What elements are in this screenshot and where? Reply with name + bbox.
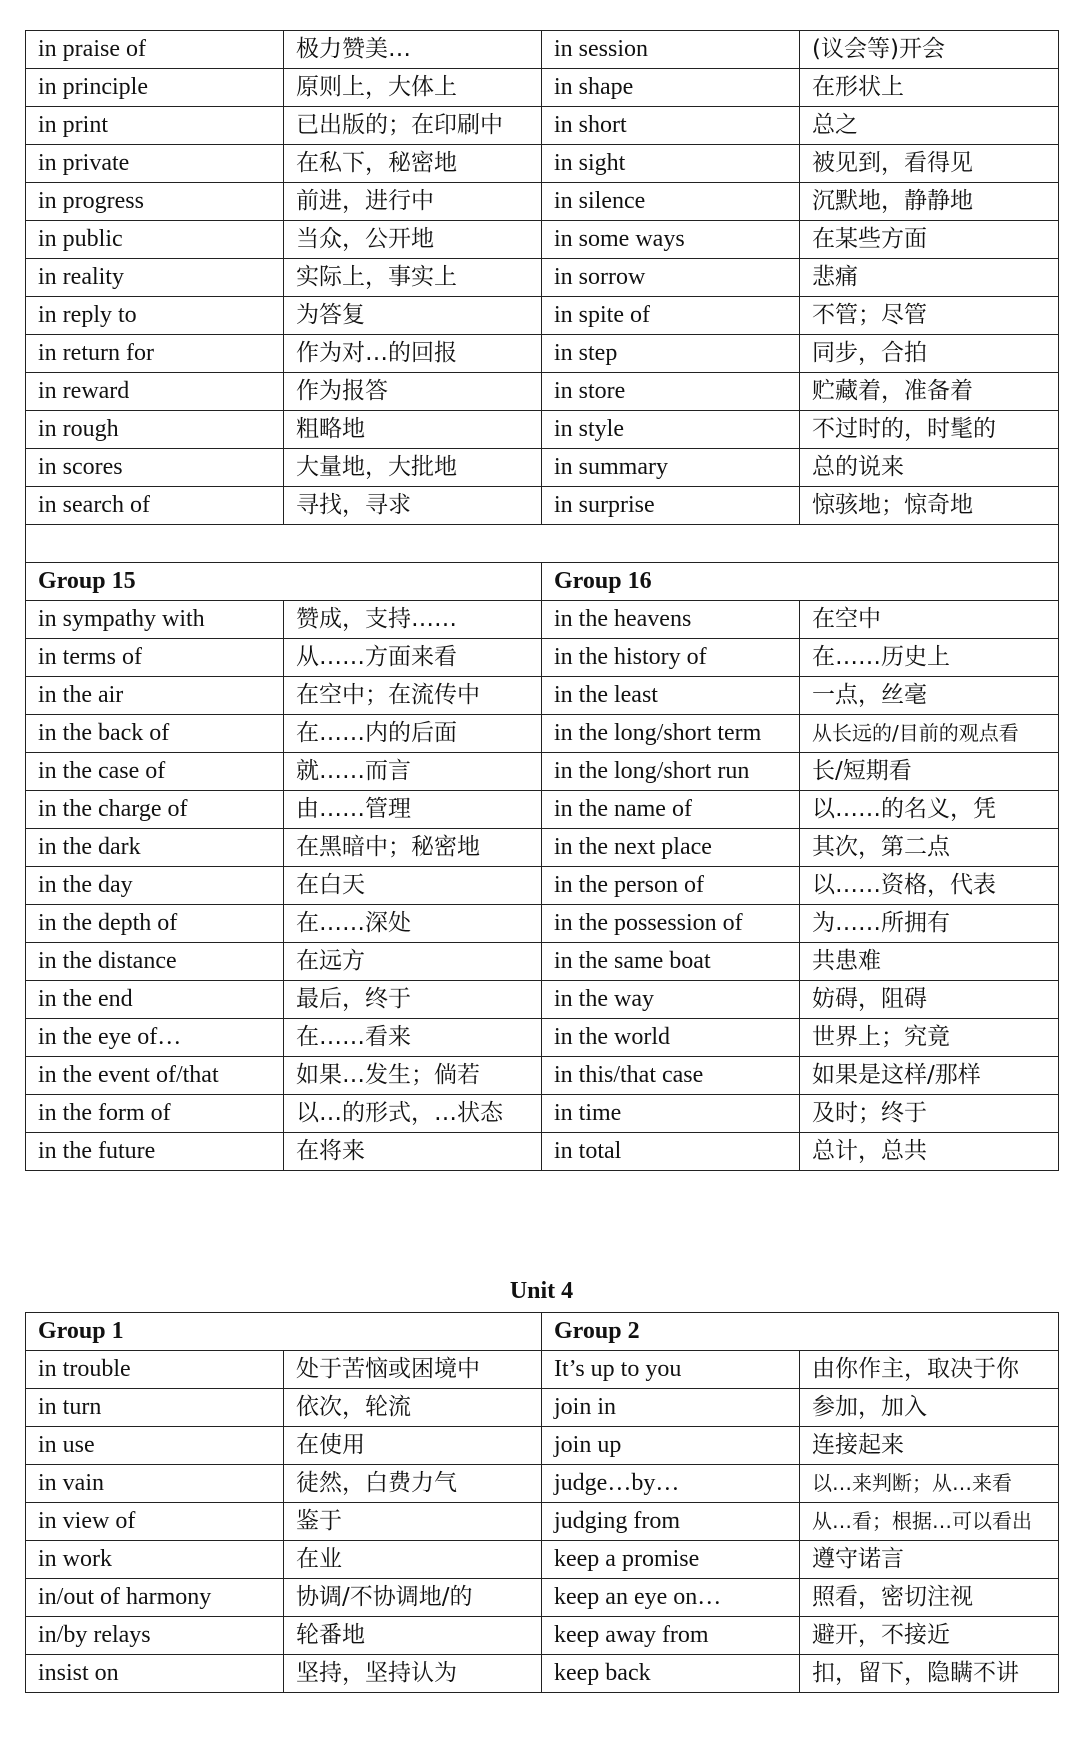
phrase-en-left: in reality — [26, 259, 284, 297]
meaning-zh-right: 参加，加入 — [800, 1389, 1059, 1427]
meaning-zh-left: 在白天 — [284, 867, 542, 905]
phrase-en-left: in the distance — [26, 943, 284, 981]
meaning-zh-left: 在远方 — [284, 943, 542, 981]
meaning-zh-right: 总的说来 — [800, 449, 1059, 487]
table-row — [26, 639, 1059, 677]
table-row — [26, 1579, 1059, 1617]
table-row — [26, 1351, 1059, 1389]
table-row — [26, 1655, 1059, 1693]
phrase-en-right: in the way — [542, 981, 800, 1019]
phrase-en-left: in return for — [26, 335, 284, 373]
meaning-zh-left: 在将来 — [284, 1133, 542, 1171]
meaning-zh-left: 在空中；在流传中 — [284, 677, 542, 715]
phrase-en-right: in sight — [542, 145, 800, 183]
phrase-en-left: in rough — [26, 411, 284, 449]
phrase-en-right: in this/that case — [542, 1057, 800, 1095]
phrase-en-left: in progress — [26, 183, 284, 221]
phrase-en-left: in vain — [26, 1465, 284, 1503]
meaning-zh-left: 大量地，大批地 — [284, 449, 542, 487]
table-section-a — [26, 31, 1059, 525]
meaning-zh-left: 为答复 — [284, 297, 542, 335]
phrase-en-left: in/out of harmony — [26, 1579, 284, 1617]
group-header-left: Group 1 — [26, 1313, 542, 1351]
meaning-zh-right: 共患难 — [800, 943, 1059, 981]
phrase-en-left: insist on — [26, 1655, 284, 1693]
table-row — [26, 1389, 1059, 1427]
phrase-en-left: in view of — [26, 1503, 284, 1541]
table-row — [26, 1095, 1059, 1133]
meaning-zh-right: 连接起来 — [800, 1427, 1059, 1465]
meaning-zh-right: 沉默地，静静地 — [800, 183, 1059, 221]
meaning-zh-right: 及时；终于 — [800, 1095, 1059, 1133]
phrase-en-right: It’s up to you — [542, 1351, 800, 1389]
phrase-en-left: in turn — [26, 1389, 284, 1427]
phrase-en-right: in silence — [542, 183, 800, 221]
phrase-en-right: in some ways — [542, 221, 800, 259]
meaning-zh-left: 作为对…的回报 — [284, 335, 542, 373]
table-row — [26, 31, 1059, 69]
meaning-zh-right: 其次，第二点 — [800, 829, 1059, 867]
phrase-en-right: in the heavens — [542, 601, 800, 639]
table-row — [26, 677, 1059, 715]
meaning-zh-left: 在黑暗中；秘密地 — [284, 829, 542, 867]
table-row — [26, 373, 1059, 411]
phrase-en-left: in the back of — [26, 715, 284, 753]
phrase-en-left: in the eye of… — [26, 1019, 284, 1057]
phrase-en-right: in store — [542, 373, 800, 411]
meaning-zh-left: 如果…发生；倘若 — [284, 1057, 542, 1095]
meaning-zh-left: 在业 — [284, 1541, 542, 1579]
meaning-zh-right: 同步，合拍 — [800, 335, 1059, 373]
phrase-en-left: in principle — [26, 69, 284, 107]
meaning-zh-left: 赞成，支持…… — [284, 601, 542, 639]
phrase-en-left: in print — [26, 107, 284, 145]
table-row — [26, 1617, 1059, 1655]
meaning-zh-right: 以……的名义，凭 — [800, 791, 1059, 829]
phrase-en-left: in the end — [26, 981, 284, 1019]
table-row — [26, 829, 1059, 867]
meaning-zh-right: 照看，密切注视 — [800, 1579, 1059, 1617]
meaning-zh-left: 坚持，坚持认为 — [284, 1655, 542, 1693]
phrase-en-left: in trouble — [26, 1351, 284, 1389]
unit-title: Unit 4 — [509, 1278, 574, 1304]
meaning-zh-left: 在使用 — [284, 1427, 542, 1465]
meaning-zh-right: 不过时的，时髦的 — [800, 411, 1059, 449]
table-row — [26, 69, 1059, 107]
phrase-en-left: in public — [26, 221, 284, 259]
meaning-zh-right: 避开，不接近 — [800, 1617, 1059, 1655]
table-row — [26, 449, 1059, 487]
table-row — [26, 1427, 1059, 1465]
phrase-en-left: in the charge of — [26, 791, 284, 829]
meaning-zh-right: 在某些方面 — [800, 221, 1059, 259]
group-header-section — [26, 1313, 1059, 1351]
phrase-en-right: join in — [542, 1389, 800, 1427]
meaning-zh-left: 徒然，白费力气 — [284, 1465, 542, 1503]
table-row — [26, 183, 1059, 221]
phrase-en-right: in style — [542, 411, 800, 449]
blank-separator — [26, 525, 1059, 563]
phrase-en-left: in sympathy with — [26, 601, 284, 639]
phrase-en-left: in the depth of — [26, 905, 284, 943]
meaning-zh-right: 扣，留下，隐瞒不讲 — [800, 1655, 1059, 1693]
meaning-zh-left: 依次，轮流 — [284, 1389, 542, 1427]
meaning-zh-right: 总之 — [800, 107, 1059, 145]
phrase-en-right: in total — [542, 1133, 800, 1171]
meaning-zh-left: 极力赞美… — [284, 31, 542, 69]
meaning-zh-right: 悲痛 — [800, 259, 1059, 297]
meaning-zh-left: 实际上，事实上 — [284, 259, 542, 297]
table-row — [26, 1133, 1059, 1171]
phrase-en-right: join up — [542, 1427, 800, 1465]
meaning-zh-right: 以…来判断；从…来看 — [800, 1465, 1059, 1503]
phrase-en-right: keep back — [542, 1655, 800, 1693]
meaning-zh-left: 粗略地 — [284, 411, 542, 449]
meaning-zh-left: 作为报答 — [284, 373, 542, 411]
meaning-zh-right: 被见到，看得见 — [800, 145, 1059, 183]
phrase-en-right: in the world — [542, 1019, 800, 1057]
phrase-en-right: keep a promise — [542, 1541, 800, 1579]
phrase-en-right: in the long/short run — [542, 753, 800, 791]
table-section-b — [26, 601, 1059, 1171]
meaning-zh-right: 妨碍，阻碍 — [800, 981, 1059, 1019]
meaning-zh-right: 总计，总共 — [800, 1133, 1059, 1171]
phrase-en-right: in session — [542, 31, 800, 69]
phrase-en-right: in the possession of — [542, 905, 800, 943]
meaning-zh-right: 从…看；根据…可以看出 — [800, 1503, 1059, 1541]
phrase-en-left: in search of — [26, 487, 284, 525]
meaning-zh-right: 长/短期看 — [800, 753, 1059, 791]
phrase-en-right: in the name of — [542, 791, 800, 829]
phrase-en-left: in reward — [26, 373, 284, 411]
phrase-en-left: in terms of — [26, 639, 284, 677]
phrase-en-left: in the event of/that — [26, 1057, 284, 1095]
meaning-zh-left: 以…的形式，…状态 — [284, 1095, 542, 1133]
meaning-zh-right: 惊骇地；惊奇地 — [800, 487, 1059, 525]
phrase-en-left: in/by relays — [26, 1617, 284, 1655]
meaning-zh-right: 在……历史上 — [800, 639, 1059, 677]
table-row — [26, 1019, 1059, 1057]
phrase-en-right: in time — [542, 1095, 800, 1133]
meaning-zh-left: 已出版的；在印刷中 — [284, 107, 542, 145]
table-row — [26, 221, 1059, 259]
meaning-zh-left: 由……管理 — [284, 791, 542, 829]
meaning-zh-left: 在……深处 — [284, 905, 542, 943]
table-row — [26, 943, 1059, 981]
phrase-en-left: in reply to — [26, 297, 284, 335]
table-row — [26, 335, 1059, 373]
phrase-en-right: in the long/short term — [542, 715, 800, 753]
meaning-zh-left: 轮番地 — [284, 1617, 542, 1655]
meaning-zh-right: 一点，丝毫 — [800, 677, 1059, 715]
meaning-zh-left: 当众，公开地 — [284, 221, 542, 259]
phrase-en-right: in the next place — [542, 829, 800, 867]
table-row — [26, 753, 1059, 791]
meaning-zh-right: 遵守诺言 — [800, 1541, 1059, 1579]
phrase-en-right: in shape — [542, 69, 800, 107]
blank-row — [26, 525, 1059, 563]
meaning-zh-left: 在……看来 — [284, 1019, 542, 1057]
phrase-en-right: keep an eye on… — [542, 1579, 800, 1617]
phrase-en-right: in step — [542, 335, 800, 373]
meaning-zh-right: 如果是这样/那样 — [800, 1057, 1059, 1095]
meaning-zh-right: 以……资格，代表 — [800, 867, 1059, 905]
table-row — [26, 487, 1059, 525]
meaning-zh-right: 由你作主，取决于你 — [800, 1351, 1059, 1389]
group-header-left: Group 15 — [26, 563, 542, 601]
phrase-en-right: in the same boat — [542, 943, 800, 981]
meaning-zh-right: 为……所拥有 — [800, 905, 1059, 943]
meaning-zh-right: 不管；尽管 — [800, 297, 1059, 335]
phrase-en-right: in short — [542, 107, 800, 145]
phrase-en-left: in the form of — [26, 1095, 284, 1133]
phrase-en-right: in the history of — [542, 639, 800, 677]
meaning-zh-left: 最后，终于 — [284, 981, 542, 1019]
meaning-zh-left: 在私下，秘密地 — [284, 145, 542, 183]
meaning-zh-left: 鉴于 — [284, 1503, 542, 1541]
phrase-en-right: in sorrow — [542, 259, 800, 297]
meaning-zh-right: 世界上；究竟 — [800, 1019, 1059, 1057]
table-row — [26, 715, 1059, 753]
table-row — [26, 145, 1059, 183]
meaning-zh-right: (议会等)开会 — [800, 31, 1059, 69]
phrase-en-right: judge…by… — [542, 1465, 800, 1503]
phrase-en-right: judging from — [542, 1503, 800, 1541]
phrase-en-left: in the case of — [26, 753, 284, 791]
meaning-zh-left: 寻找，寻求 — [284, 487, 542, 525]
table-row — [26, 259, 1059, 297]
phrase-en-left: in private — [26, 145, 284, 183]
table-row — [26, 411, 1059, 449]
table-row — [26, 601, 1059, 639]
meaning-zh-right: 在形状上 — [800, 69, 1059, 107]
phrase-en-left: in the future — [26, 1133, 284, 1171]
phrase-en-right: in surprise — [542, 487, 800, 525]
group-header-right: Group 16 — [542, 563, 1059, 601]
table-row — [26, 297, 1059, 335]
phrase-en-left: in use — [26, 1427, 284, 1465]
meaning-zh-left: 前进，进行中 — [284, 183, 542, 221]
meaning-zh-right: 贮藏着，准备着 — [800, 373, 1059, 411]
meaning-zh-left: 处于苦恼或困境中 — [284, 1351, 542, 1389]
table-row — [26, 107, 1059, 145]
meaning-zh-left: 原则上，大体上 — [284, 69, 542, 107]
table-row — [26, 1503, 1059, 1541]
phrase-en-left: in work — [26, 1541, 284, 1579]
table-row — [26, 905, 1059, 943]
vocab-table-upper — [25, 30, 1059, 1171]
meaning-zh-left: 从……方面来看 — [284, 639, 542, 677]
phrase-en-right: in the least — [542, 677, 800, 715]
table-section — [26, 1351, 1059, 1693]
phrase-en-right: keep away from — [542, 1617, 800, 1655]
table-row — [26, 791, 1059, 829]
phrase-en-left: in the day — [26, 867, 284, 905]
group-header-right: Group 2 — [542, 1313, 1059, 1351]
meaning-zh-left: 在……内的后面 — [284, 715, 542, 753]
phrase-en-right: in spite of — [542, 297, 800, 335]
phrase-en-left: in the air — [26, 677, 284, 715]
meaning-zh-right: 在空中 — [800, 601, 1059, 639]
phrase-en-left: in praise of — [26, 31, 284, 69]
phrase-en-left: in scores — [26, 449, 284, 487]
table-row — [26, 1057, 1059, 1095]
table-row — [26, 867, 1059, 905]
phrase-en-left: in the dark — [26, 829, 284, 867]
phrase-en-right: in summary — [542, 449, 800, 487]
meaning-zh-right: 从长远的/目前的观点看 — [800, 715, 1059, 753]
table-row — [26, 1541, 1059, 1579]
phrase-en-right: in the person of — [542, 867, 800, 905]
group-header-section — [26, 563, 1059, 601]
meaning-zh-left: 就……而言 — [284, 753, 542, 791]
vocab-table-unit4 — [25, 1312, 1059, 1693]
table-row — [26, 1465, 1059, 1503]
table-row — [26, 981, 1059, 1019]
meaning-zh-left: 协调/不协调地/的 — [284, 1579, 542, 1617]
